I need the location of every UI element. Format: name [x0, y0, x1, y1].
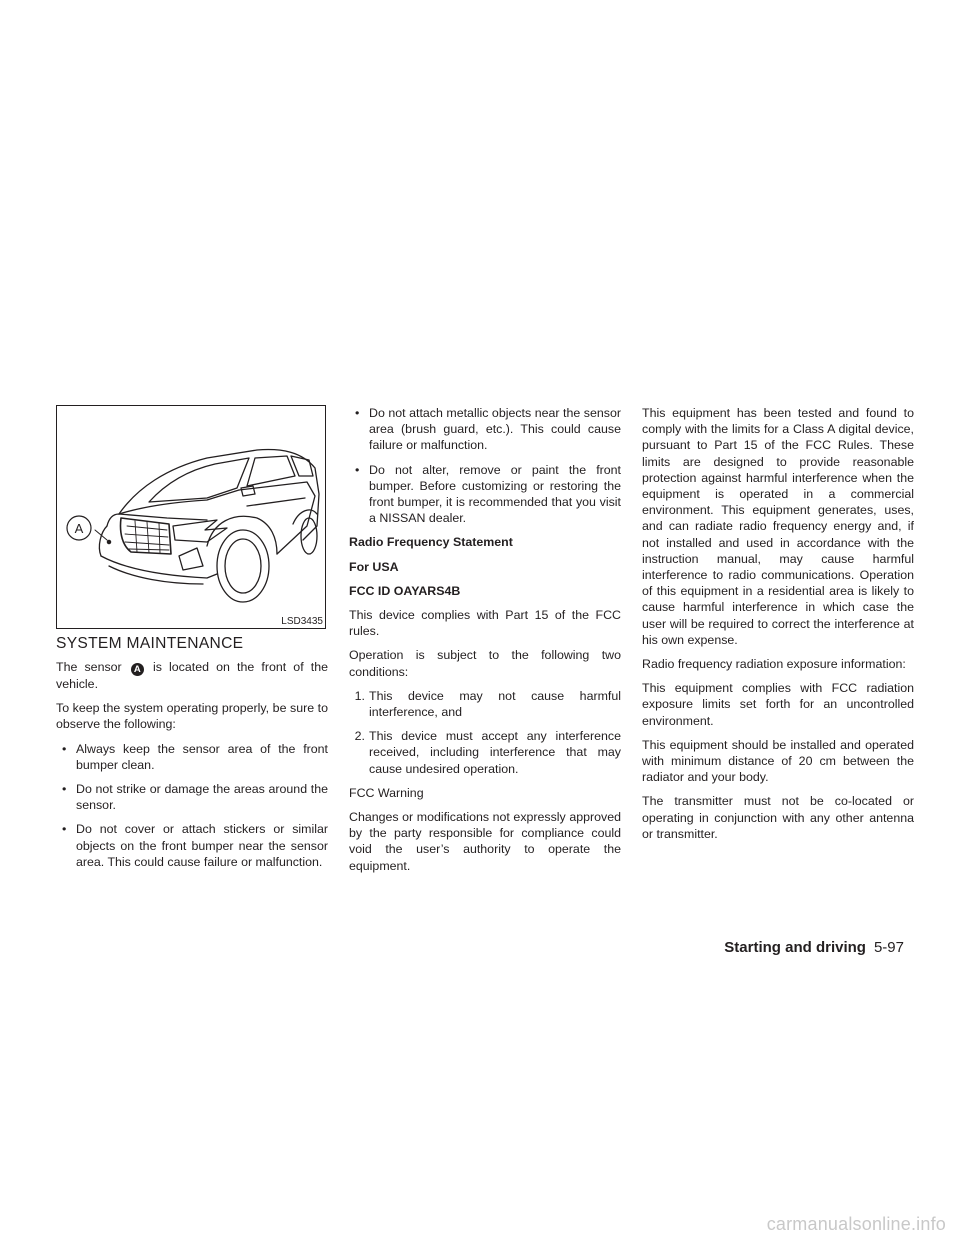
conditions-list: [349, 688, 621, 777]
rf-statement-heading: Radio Frequency Statement: [349, 535, 513, 550]
page-number: 5-97: [873, 939, 904, 956]
section-title: SYSTEM MAINTENANCE: [56, 635, 244, 652]
column-2: [349, 405, 621, 882]
sensor-intro-after: is located on the front of the vehicle.: [56, 660, 328, 691]
class-a-paragraph: This equipment has been tested and found to comply with the limits for a Class A digital device, pursuant to Part 15 of the FCC Rules. These limits are designed to provide reasonable protection against harmful interference when the equipment is operated in a commercial environment. This equipment generates, uses, and can radiate radio frequency energy and, if not installed and used in accordance with the instruction manual, may cause harmful interference to radio communications. Operation of this equipment in a residential area is likely to cause harmful interference in which case the user will be required to correct the interference at his own expense.: [642, 406, 914, 647]
number-mark: 1.: [354, 688, 365, 703]
rf-exposure-limits: This equipment complies with FCC radiation exposure limits set forth for an uncontrolled environment.: [642, 681, 914, 728]
bullet-text: Do not attach metallic objects near the sensor area (brush guard, etc.). This could cause failure or malfunction.: [369, 406, 621, 453]
list-item: [349, 688, 621, 720]
rf-exposure-intro: Radio frequency radiation exposure information:: [642, 657, 906, 672]
sensor-callout-badge: A: [131, 663, 144, 676]
list-item: [56, 781, 328, 813]
operation-intro: Operation is subject to the following two conditions:: [349, 648, 621, 679]
maintenance-bullet-list-continued: [349, 405, 621, 526]
column-1: [56, 659, 328, 878]
bullet-text: Always keep the sensor area of the front bumper clean.: [76, 741, 328, 772]
bullet-mark: •: [62, 741, 67, 756]
minimum-distance-paragraph: This equipment should be installed and operated with minimum distance of 20 cm between the radiator and your body.: [642, 737, 914, 785]
car-sensor-figure: [56, 405, 326, 629]
bullet-text: Do not strike or damage the areas around the sensor.: [76, 782, 328, 813]
complies-paragraph: This device complies with Part 15 of the FCC rules.: [349, 608, 621, 639]
chapter-title: Starting and driving: [724, 939, 866, 956]
fcc-warning-text: Changes or modifications not expressly approved by the party responsible for compliance could void the user’s authority to operate the equipment.: [349, 810, 621, 873]
bullet-text: Do not cover or attach stickers or similar objects on the front bumper near the sensor area. This could cause failure or malfunction.: [76, 822, 328, 869]
condition-text: This device may not cause harmful interference, and: [369, 688, 621, 720]
page-footer: [724, 939, 904, 957]
figure-code: LSD3435: [281, 616, 323, 627]
bullet-text: Do not alter, remove or paint the front bumper. Before customizing or restoring the front bumper, it is recommended that you visit a NISSAN dealer.: [369, 462, 621, 526]
sensor-location-paragraph: [56, 659, 328, 692]
keep-intro-paragraph: To keep the system operating properly, be sure to observe the following:: [56, 701, 328, 732]
sensor-intro-before: The sensor: [56, 660, 122, 674]
maintenance-bullet-list: [56, 741, 328, 870]
bullet-mark: •: [62, 822, 67, 837]
column-3: [642, 405, 914, 850]
list-item: [349, 728, 621, 777]
watermark: carmanualsonline.info: [766, 1214, 946, 1234]
condition-text: This device must accept any interference received, including interference that may cause undesired operation.: [369, 729, 621, 776]
list-item: [349, 462, 621, 527]
list-item: [56, 821, 328, 870]
callout-a-letter: A: [74, 521, 84, 536]
bullet-mark: •: [355, 462, 360, 477]
bullet-mark: •: [355, 406, 360, 420]
number-mark: 2.: [354, 729, 365, 744]
fcc-id: FCC ID OAYARS4B: [349, 583, 461, 598]
car-illustration: [57, 406, 325, 628]
list-item: [56, 741, 328, 773]
bullet-mark: •: [62, 782, 67, 797]
list-item: [349, 405, 621, 454]
region-heading: For USA: [349, 559, 399, 574]
co-location-paragraph: The transmitter must not be co-located or operating in conjunction with any other antenna or transmitter.: [642, 794, 914, 841]
fcc-warning-label: FCC Warning: [349, 785, 424, 800]
